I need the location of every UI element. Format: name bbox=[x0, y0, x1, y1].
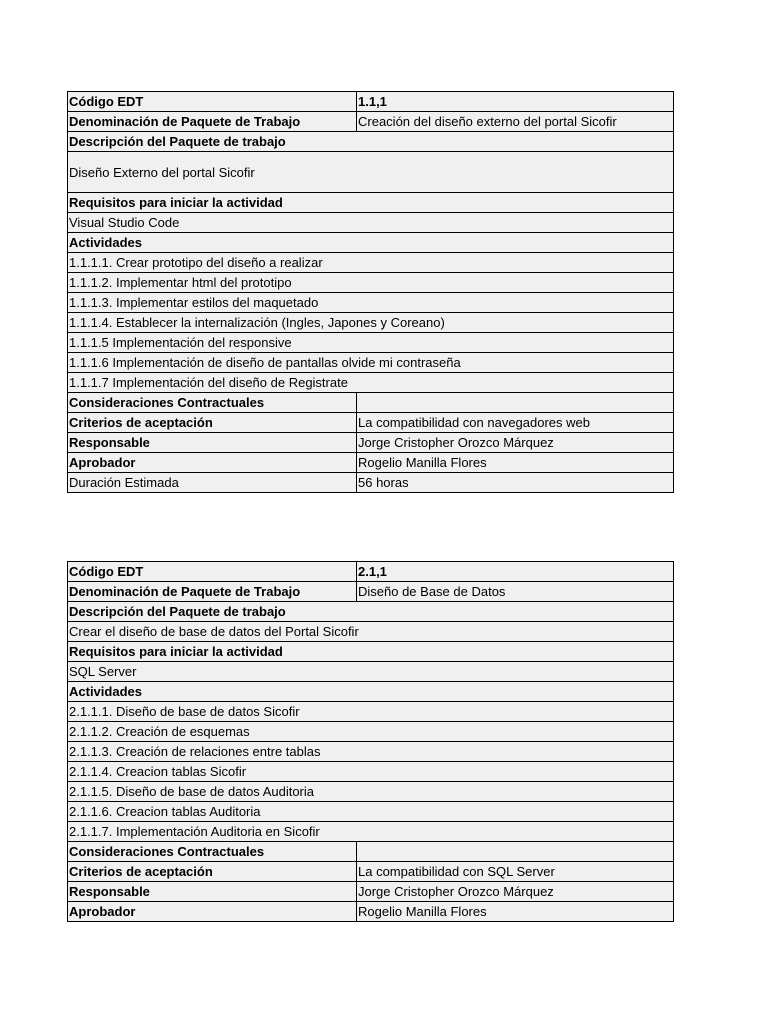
activity-item: 2.1.1.5. Diseño de base de datos Auditoria bbox=[68, 782, 674, 802]
approver-label: Aprobador bbox=[68, 453, 357, 473]
contract-label: Consideraciones Contractuales bbox=[68, 842, 357, 862]
name-label: Denominación de Paquete de Trabajo bbox=[68, 582, 357, 602]
description-label: Descripción del Paquete de trabajo bbox=[68, 132, 674, 152]
activity-item: 1.1.1.2. Implementar html del prototipo bbox=[68, 273, 674, 293]
description-value: Crear el diseño de base de datos del Portal Sicofir bbox=[68, 622, 674, 642]
table-row bbox=[68, 602, 674, 622]
approver-label: Aprobador bbox=[68, 902, 357, 922]
requirements-value: SQL Server bbox=[68, 662, 674, 682]
activity-item: 2.1.1.6. Creacion tablas Auditoria bbox=[68, 802, 674, 822]
activity-item: 1.1.1.7 Implementación del diseño de Registrate bbox=[68, 373, 674, 393]
activities-label: Actividades bbox=[68, 233, 674, 253]
table-row bbox=[68, 373, 674, 393]
activity-item: 1.1.1.6 Implementación de diseño de pantallas olvide mi contraseña bbox=[68, 353, 674, 373]
responsible-value: Jorge Cristopher Orozco Márquez bbox=[357, 882, 674, 902]
table-row bbox=[68, 393, 674, 413]
responsible-label: Responsable bbox=[68, 433, 357, 453]
table-row bbox=[68, 582, 674, 602]
responsible-label: Responsable bbox=[68, 882, 357, 902]
table-row bbox=[68, 702, 674, 722]
contract-value bbox=[357, 393, 674, 413]
requirements-label: Requisitos para iniciar la actividad bbox=[68, 642, 674, 662]
table-row bbox=[68, 882, 674, 902]
table-row bbox=[68, 842, 674, 862]
criteria-label: Criterios de aceptación bbox=[68, 413, 357, 433]
table-row bbox=[68, 682, 674, 702]
approver-value: Rogelio Manilla Flores bbox=[357, 902, 674, 922]
activity-item: 2.1.1.4. Creacion tablas Sicofir bbox=[68, 762, 674, 782]
contract-value bbox=[357, 842, 674, 862]
activity-item: 1.1.1.5 Implementación del responsive bbox=[68, 333, 674, 353]
responsible-value: Jorge Cristopher Orozco Márquez bbox=[357, 433, 674, 453]
activity-item: 2.1.1.7. Implementación Auditoria en Sicofir bbox=[68, 822, 674, 842]
criteria-label: Criterios de aceptación bbox=[68, 862, 357, 882]
table-row bbox=[68, 662, 674, 682]
table-row bbox=[68, 273, 674, 293]
table-row bbox=[68, 313, 674, 333]
activity-item: 2.1.1.1. Diseño de base de datos Sicofir bbox=[68, 702, 674, 722]
name-value: Creación del diseño externo del portal Sicofir bbox=[357, 112, 674, 132]
table-row bbox=[68, 822, 674, 842]
code-value: 2.1,1 bbox=[357, 562, 674, 582]
criteria-value: La compatibilidad con navegadores web bbox=[357, 413, 674, 433]
code-label: Código EDT bbox=[68, 92, 357, 112]
code-value: 1.1,1 bbox=[357, 92, 674, 112]
table-row bbox=[68, 902, 674, 922]
table-row bbox=[68, 722, 674, 742]
duration-label: Duración Estimada bbox=[68, 473, 357, 493]
table-row bbox=[68, 253, 674, 273]
table-row bbox=[68, 782, 674, 802]
activity-item: 1.1.1.4. Establecer la internalización (Ingles, Japones y Coreano) bbox=[68, 313, 674, 333]
activity-item: 1.1.1.3. Implementar estilos del maquetado bbox=[68, 293, 674, 313]
table-row bbox=[68, 642, 674, 662]
table-row bbox=[68, 92, 674, 112]
table-row bbox=[68, 152, 674, 193]
table-row bbox=[68, 433, 674, 453]
table-row bbox=[68, 193, 674, 213]
table-row bbox=[68, 742, 674, 762]
table-row bbox=[68, 293, 674, 313]
work-package-table bbox=[67, 91, 674, 493]
duration-value: 56 horas bbox=[357, 473, 674, 493]
table-row bbox=[68, 862, 674, 882]
table-row bbox=[68, 802, 674, 822]
requirements-label: Requisitos para iniciar la actividad bbox=[68, 193, 674, 213]
criteria-value: La compatibilidad con SQL Server bbox=[357, 862, 674, 882]
table-row bbox=[68, 233, 674, 253]
code-label: Código EDT bbox=[68, 562, 357, 582]
table-row bbox=[68, 112, 674, 132]
name-label: Denominación de Paquete de Trabajo bbox=[68, 112, 357, 132]
description-value: Diseño Externo del portal Sicofir bbox=[68, 152, 674, 193]
table-row bbox=[68, 762, 674, 782]
activity-item: 2.1.1.3. Creación de relaciones entre tablas bbox=[68, 742, 674, 762]
table-row bbox=[68, 213, 674, 233]
contract-label: Consideraciones Contractuales bbox=[68, 393, 357, 413]
activity-item: 1.1.1.1. Crear prototipo del diseño a realizar bbox=[68, 253, 674, 273]
description-label: Descripción del Paquete de trabajo bbox=[68, 602, 674, 622]
table-row bbox=[68, 413, 674, 433]
table-row bbox=[68, 453, 674, 473]
table-row bbox=[68, 353, 674, 373]
activities-label: Actividades bbox=[68, 682, 674, 702]
table-row bbox=[68, 473, 674, 493]
table-row bbox=[68, 562, 674, 582]
requirements-value: Visual Studio Code bbox=[68, 213, 674, 233]
approver-value: Rogelio Manilla Flores bbox=[357, 453, 674, 473]
table-row bbox=[68, 132, 674, 152]
table-row bbox=[68, 333, 674, 353]
name-value: Diseño de Base de Datos bbox=[357, 582, 674, 602]
table-row bbox=[68, 622, 674, 642]
activity-item: 2.1.1.2. Creación de esquemas bbox=[68, 722, 674, 742]
work-package-table bbox=[67, 561, 674, 922]
